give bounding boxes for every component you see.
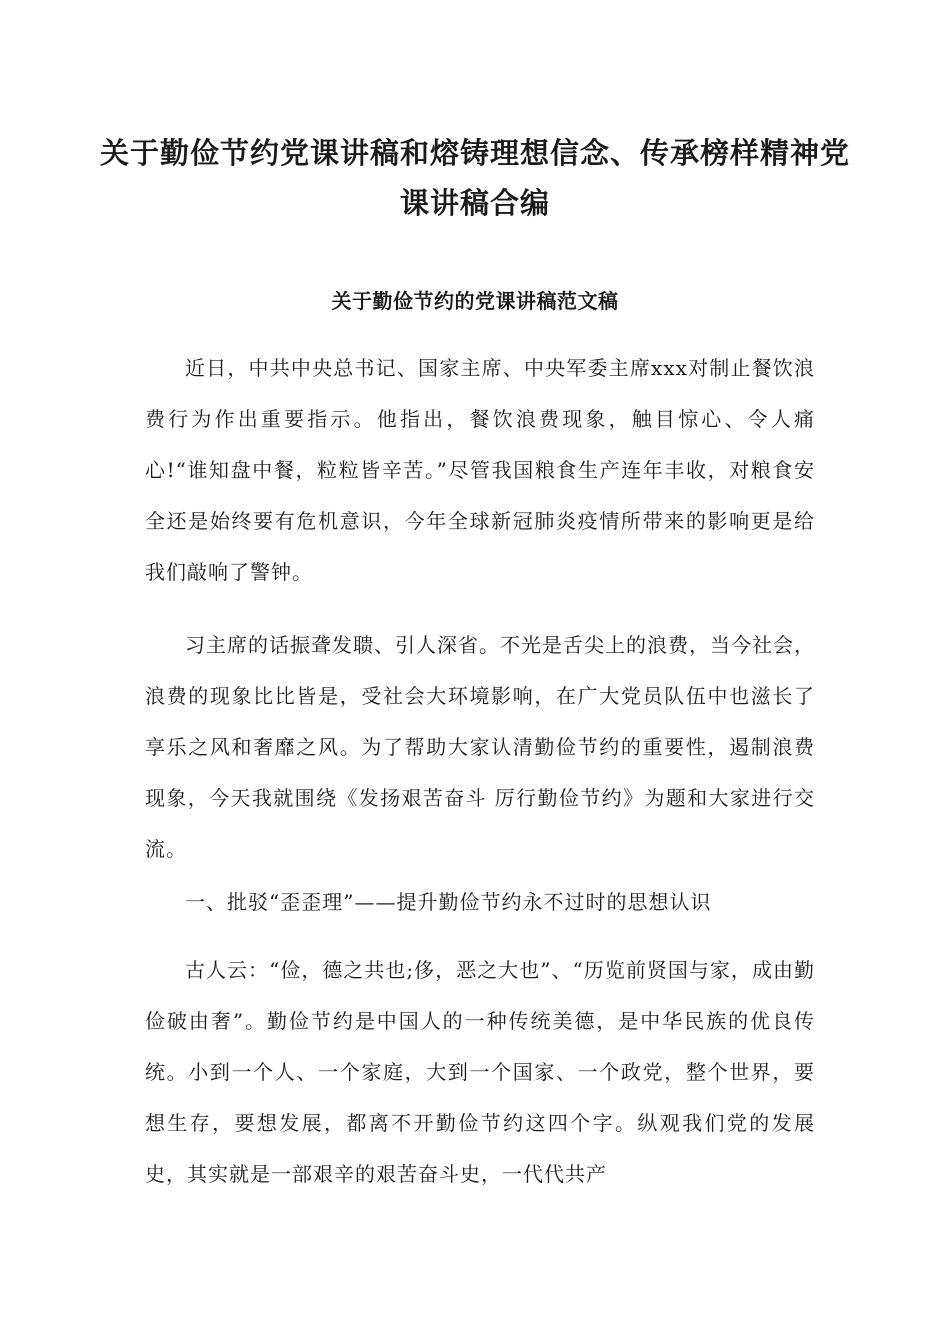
- document-title: 关于勤俭节约党课讲稿和熔铸理想信念、传承榜样精神党课讲稿合编: [100, 136, 851, 220]
- paragraph-3: [145, 945, 815, 1200]
- paragraph-1: [145, 343, 815, 598]
- paragraph-text: 习主席的话振聋发聩、引人深省。不光是舌尖上的浪费，当今社会，浪费的现象比比皆是，受社会大环境影响，在广大党员队伍中也滋长了享乐之风和奢靡之风。为了帮助大家认清勤俭节约的重要性，遏制浪费现象，今天我就围绕《发扬艰苦奋斗 厉行勤俭节约》为题和大家进行交流。: [145, 633, 815, 861]
- section-subtitle: 关于勤俭节约的党课讲稿范文稿: [331, 289, 619, 313]
- paragraph-text: 近日，中共中央总书记、国家主席、中央军委主席xxx对制止餐饮浪费行为作出重要指示。他指出，餐饮浪费现象，触目惊心、令人痛心!“谁知盘中餐，粒粒皆辛苦。”尽管我国粮食生产连年丰收，对粮食安全还是始终要有危机意识，今年全球新冠肺炎疫情所带来的影响更是给我们敲响了警钟。: [145, 356, 815, 584]
- paragraph-text: 古人云：“俭，德之共也;侈，恶之大也”、“历览前贤国与家，成由勤俭破由奢”。勤俭节约是中国人的一种传统美德，是中华民族的优良传统。小到一个人、一个家庭，大到一个国家、一个政党，整个世界，要想生存，要想发展，都离不开勤俭节约这四个字。纵观我们党的发展史，其实就是一部艰辛的艰苦奋斗史，一代代共产: [145, 958, 815, 1186]
- section-heading: [145, 877, 815, 928]
- paragraph-2: [145, 620, 815, 875]
- section-heading-text: 一、批驳“歪歪理”——提升勤俭节约永不过时的思想认识: [185, 890, 712, 914]
